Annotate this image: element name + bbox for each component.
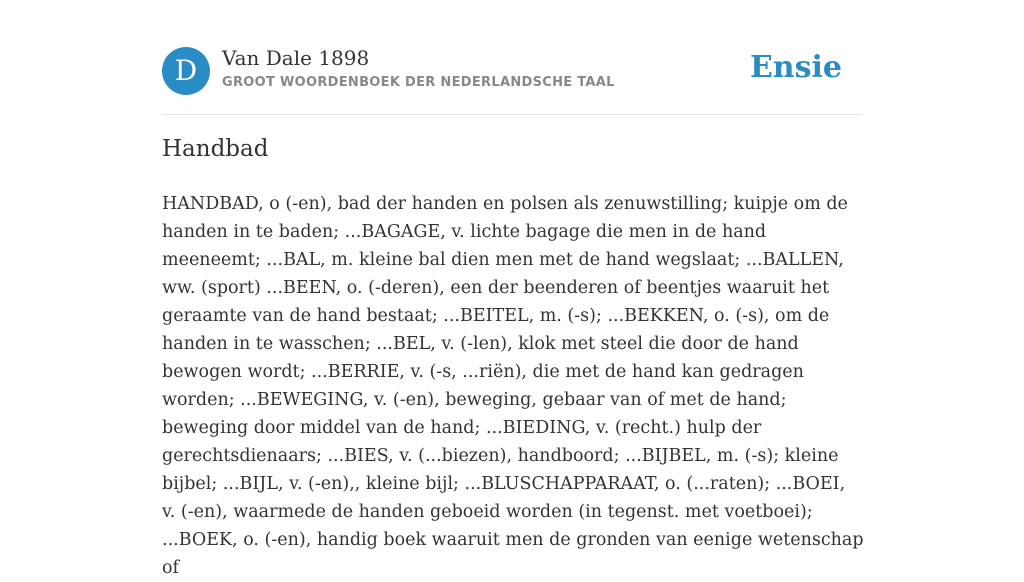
dictionary-header	[162, 44, 862, 115]
dictionary-title[interactable]: Van Dale 1898	[222, 46, 370, 70]
entry-headword: Handbad	[162, 136, 269, 162]
entry-definition: HANDBAD, o (-en), bad der handen en polsen als zenuwstilling; kuipje om de handen in te baden; ...BAGAGE, v. lichte bagage die men in de hand meeneemt; ...BAL, m. kleine bal dien men met de hand wegslaat; ...BALLEN, ww. (sport) ...BEEN, o. (-deren), een der beenderen of beentjes waaruit het geraamte van de hand bestaat; ...BEITEL, m. (-s); ...BEKKEN, o. (-s), om de handen in te wasschen; ...BEL, v. (-len), klok met steel die door de hand bewogen wordt; ...BERRIE, v. (-s, ...riën), die met de hand kan gedragen worden; ...BEWEGING, v. (-en), beweging, gebaar van of met de hand; beweging door middel van de hand; ...BIEDING, v. (recht.) hulp der gerechtsdienaars; ...BIES, v. (...biezen), handboord; ...BIJBEL, m. (-s); kleine bijbel; ...BIJL, v. (-en),, kleine bijl; ...BLUSCHAPPARAAT, o. (...raten); ...BOEI, v. (-en), waarmede de handen geboeid worden (in tegenst. met voetboei); ...BOEK, o. (-en), handig boek waaruit men de gronden van eenige wetenschap of	[162, 194, 864, 578]
ensie-logo[interactable]: Ensie	[749, 50, 842, 85]
dictionary-subtitle: GROOT WOORDENBOEK DER NEDERLANDSCHE TAAL	[222, 75, 615, 90]
dictionary-logo[interactable]: D	[162, 47, 210, 95]
